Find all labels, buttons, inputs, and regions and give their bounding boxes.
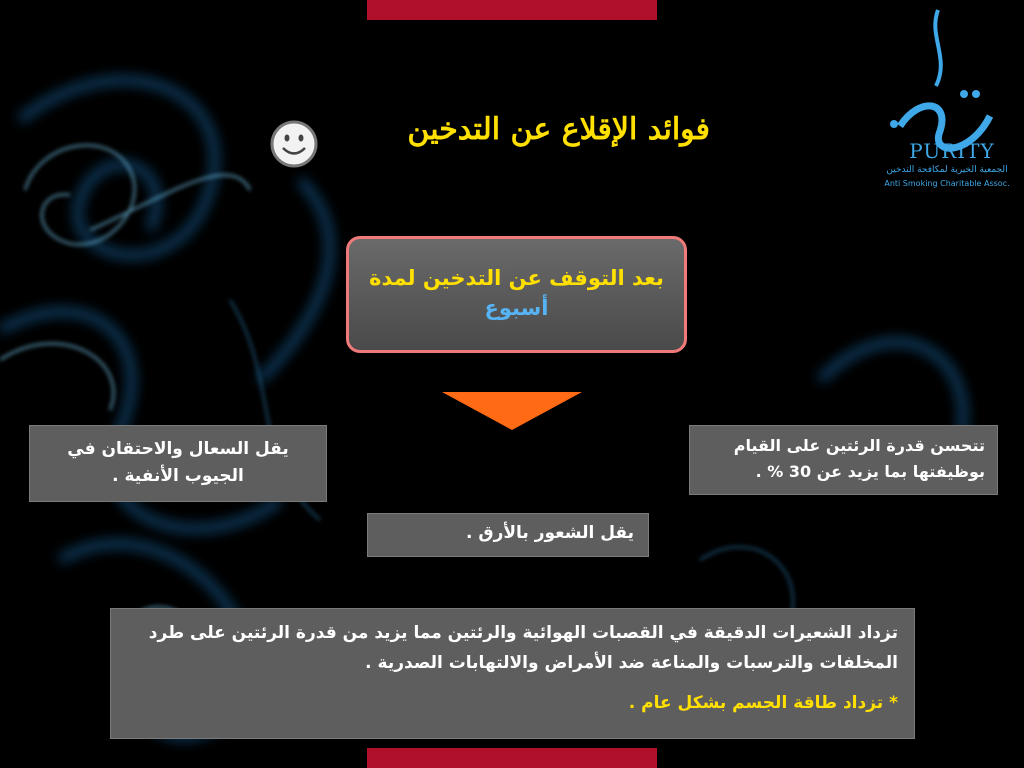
smiley-icon [269, 119, 319, 169]
benefit-cilia-text: تزداد الشعيرات الدقيقة في القصبات الهوائية والرئتين مما يزيد من قدرة الرئتين على طرد المخلفات والترسبات والمناعة ضد الأمراض والالتهابات الصدرية . [148, 623, 898, 673]
benefit-insomnia-box: يقل الشعور بالأرق . [367, 513, 649, 557]
bottom-accent-bar [367, 748, 657, 768]
main-callout-line1: بعد التوقف عن التدخين لمدة [369, 266, 664, 290]
slide-title: فوائد الإقلاع عن التدخين [407, 112, 710, 147]
logo-arabic-subtitle: الجمعية الخيرية لمكافحة التدخين [886, 165, 1008, 175]
top-accent-bar [367, 0, 657, 20]
main-callout-box [346, 236, 687, 353]
benefit-lung-function-box: تتحسن قدرة الرئتين على القيام بوظيفتها بما يزيد عن 30 % . [689, 425, 998, 495]
logo-english-subtitle: Anti Smoking Charitable Assoc. [884, 179, 1010, 188]
logo-english-name: PURITY [909, 139, 995, 163]
down-arrow-icon [442, 392, 582, 430]
benefit-cilia-box [110, 608, 915, 739]
benefit-cough-box: يقل السعال والاحتقان في الجيوب الأنفية . [29, 425, 327, 502]
logo-arabic-name: نقاء [948, 124, 950, 125]
main-callout-line2: أسبوع [484, 296, 549, 320]
benefit-energy-text: * تزداد طاقة الجسم بشكل عام . [628, 693, 898, 713]
